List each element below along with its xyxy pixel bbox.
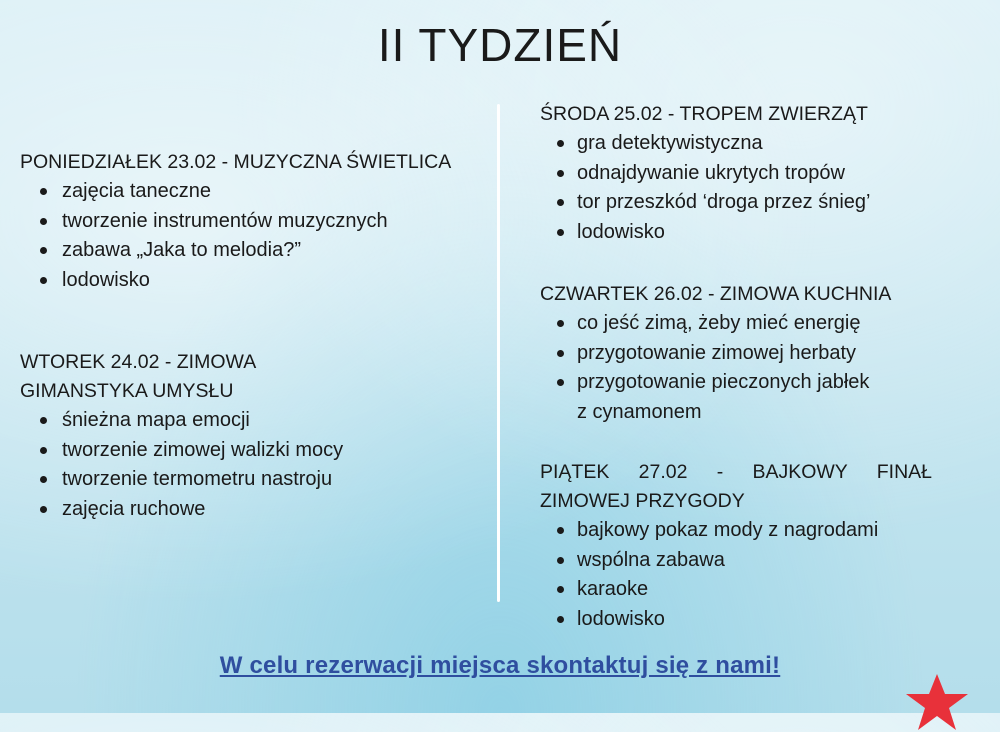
list-item: tworzenie termometru nastroju <box>20 465 490 495</box>
list-item: tworzenie instrumentów muzycznych <box>20 207 490 237</box>
list-item: wspólna zabawa <box>540 546 932 576</box>
day-heading-monday: PONIEDZIAŁEK 23.02 - MUZYCZNA ŚWIETLICA <box>20 151 452 173</box>
reservation-contact-link[interactable]: W celu rezerwacji miejsca skontaktuj się z nami! <box>219 652 781 679</box>
list-item: gra detektywistyczna <box>540 129 940 159</box>
day-heading-thursday: CZWARTEK 26.02 - ZIMOWA KUCHNIA <box>540 283 892 305</box>
activity-list-monday <box>20 177 490 295</box>
list-item-continuation: z cynamonem <box>577 400 702 423</box>
day-thursday <box>540 280 940 427</box>
page-title: II TYDZIEŃ <box>377 19 623 71</box>
list-item: tworzenie zimowej walizki mocy <box>20 436 490 466</box>
list-item: karaoke <box>540 575 932 605</box>
list-item: zabawa „Jaka to melodia?” <box>20 236 490 266</box>
list-item: zajęcia taneczne <box>20 177 490 207</box>
day-friday <box>540 458 932 634</box>
activity-list-thursday <box>540 309 940 427</box>
list-item: lodowisko <box>540 605 932 635</box>
activity-list-wednesday <box>540 129 940 247</box>
day-heading-line: GIMANSTYKA UMYSŁU <box>20 380 234 402</box>
list-item: tor przeszkód ‘droga przez śnieg’ <box>540 188 940 218</box>
activity-list-friday <box>540 516 932 634</box>
list-item: przygotowanie pieczonych jabłek <box>540 368 940 398</box>
day-heading-line: ZIMOWEJ PRZYGODY <box>540 490 745 512</box>
list-item: co jeść zimą, żeby mieć energię <box>540 309 940 339</box>
list-item: zajęcia ruchowe <box>20 495 490 525</box>
day-heading-tuesday <box>20 348 490 406</box>
activity-list-tuesday <box>20 406 490 524</box>
list-item: bajkowy pokaz mody z nagrodami <box>540 516 932 546</box>
day-monday <box>20 148 490 295</box>
column-divider <box>497 104 500 602</box>
star-icon <box>902 672 972 732</box>
day-heading-line: PIĄTEK 27.02 - BAJKOWY FINAŁ <box>540 461 932 483</box>
day-tuesday <box>20 348 490 524</box>
day-heading-wednesday: ŚRODA 25.02 - TROPEM ZWIERZĄT <box>540 103 868 125</box>
list-item: odnajdywanie ukrytych tropów <box>540 159 940 189</box>
day-heading-friday <box>540 458 932 516</box>
list-item: lodowisko <box>540 218 940 248</box>
list-item: lodowisko <box>20 266 490 296</box>
day-wednesday <box>540 100 940 247</box>
day-heading-line: WTOREK 24.02 - ZIMOWA <box>20 351 257 373</box>
list-item: śnieżna mapa emocji <box>20 406 490 436</box>
list-item: przygotowanie zimowej herbaty <box>540 339 940 369</box>
